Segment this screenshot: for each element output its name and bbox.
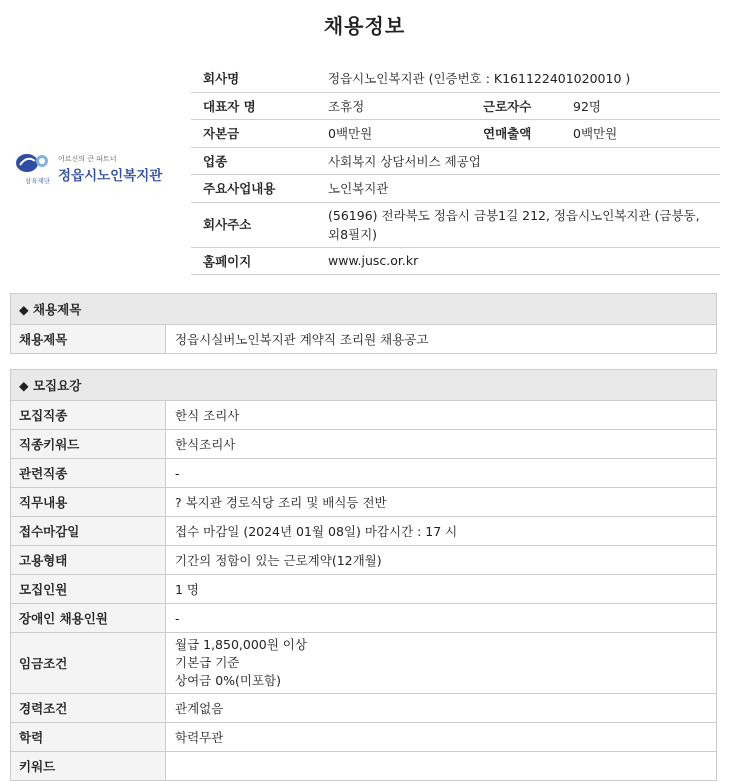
industry-value: 사회복지 상담서비스 제공업 [316,147,720,175]
table-row [11,723,717,752]
row-label: 관련직종 [11,459,166,488]
row-value: - [166,604,717,633]
logo-org-name: 정읍시노인복지관 [58,168,163,184]
row-value: 한식 조리사 [166,401,717,430]
logo-foundation: 삼육재단 [25,177,51,185]
row-label: 직무내용 [11,488,166,517]
table-row [11,401,717,430]
table-row [11,752,717,781]
industry-label: 업종 [191,147,316,175]
row-label: 접수마감일 [11,517,166,546]
employees-value: 92명 [561,92,720,120]
table-row [11,488,717,517]
logo-slogan: 어르신의 큰 파트너 [58,155,117,163]
table-row [11,575,717,604]
company-name-value: 정읍시노인복지관 (인증번호 : K161122401020010 ) [316,65,720,92]
capital-value: 0백만원 [316,120,483,148]
recruit-heading: ◆ 모집요강 [11,370,717,401]
sales-label: 연매출액 [483,120,561,148]
row-value: 접수 마감일 (2024년 01월 08일) 마감시간 : 17 시 [166,517,717,546]
table-row [11,694,717,723]
row-value: 관계없음 [166,694,717,723]
row-label: 경력조건 [11,694,166,723]
business-value: 노인복지관 [316,175,720,203]
sales-value: 0백만원 [561,120,720,148]
job-title-section [10,293,717,354]
job-title-label: 채용제목 [11,325,166,354]
company-row-homepage [191,247,720,275]
wage-line: 월급 1,850,000원 이상 [175,637,307,652]
company-row-capital [191,120,720,148]
recruit-section [10,369,717,781]
row-label: 모집직종 [11,401,166,430]
company-logo [15,151,175,191]
row-value: 학력무관 [166,723,717,752]
page-title: 채용정보 [323,14,406,38]
row-value: 1 명 [166,575,717,604]
row-label: 직종키워드 [11,430,166,459]
wage-line: 상여금 0%(미포함) [175,673,282,688]
capital-label: 자본금 [191,120,316,148]
table-row [11,430,717,459]
table-row [11,325,717,354]
row-label: 학력 [11,723,166,752]
ceo-value: 조휴정 [316,92,483,120]
row-value: - [166,459,717,488]
company-row-business [191,175,720,203]
table-row [11,459,717,488]
row-label: 키워드 [11,752,166,781]
company-row-address [191,202,720,247]
table-row [11,517,717,546]
address-label: 회사주소 [191,202,316,247]
emblem-icon [15,151,53,177]
row-label: 모집인원 [11,575,166,604]
company-row-ceo [191,92,720,120]
employees-label: 근로자수 [483,92,561,120]
wage-line: 기본급 기준 [175,655,240,670]
homepage-link[interactable]: www.jusc.or.kr [316,247,720,275]
row-value: ? 복지관 경로식당 조리 및 배식등 전반 [166,488,717,517]
row-value [166,752,717,781]
job-title-value: 정읍시실버노인복지관 계약직 조리원 채용공고 [166,325,717,354]
company-row-industry [191,147,720,175]
table-row [11,546,717,575]
address-value: (56196) 전라북도 정읍시 금붕1길 212, 정읍시노인복지관 (금붕동, 외8필지) [316,202,720,247]
company-name-label: 회사명 [191,65,316,92]
table-row [11,604,717,633]
table-row-wage [11,633,717,694]
business-label: 주요사업내용 [191,175,316,203]
row-value: 기간의 정함이 있는 근로계약(12개월) [166,546,717,575]
row-label: 장애인 채용인원 [11,604,166,633]
section-header [11,370,717,401]
section-header [11,294,717,325]
wage-label: 임금조건 [11,633,166,694]
company-info-table [191,65,720,275]
wage-value [166,633,717,694]
ceo-label: 대표자 명 [191,92,316,120]
job-title-heading: ◆ 채용제목 [11,294,717,325]
row-label: 고용형태 [11,546,166,575]
homepage-label: 홈페이지 [191,247,316,275]
company-row-name [191,65,720,92]
row-value: 한식조리사 [166,430,717,459]
